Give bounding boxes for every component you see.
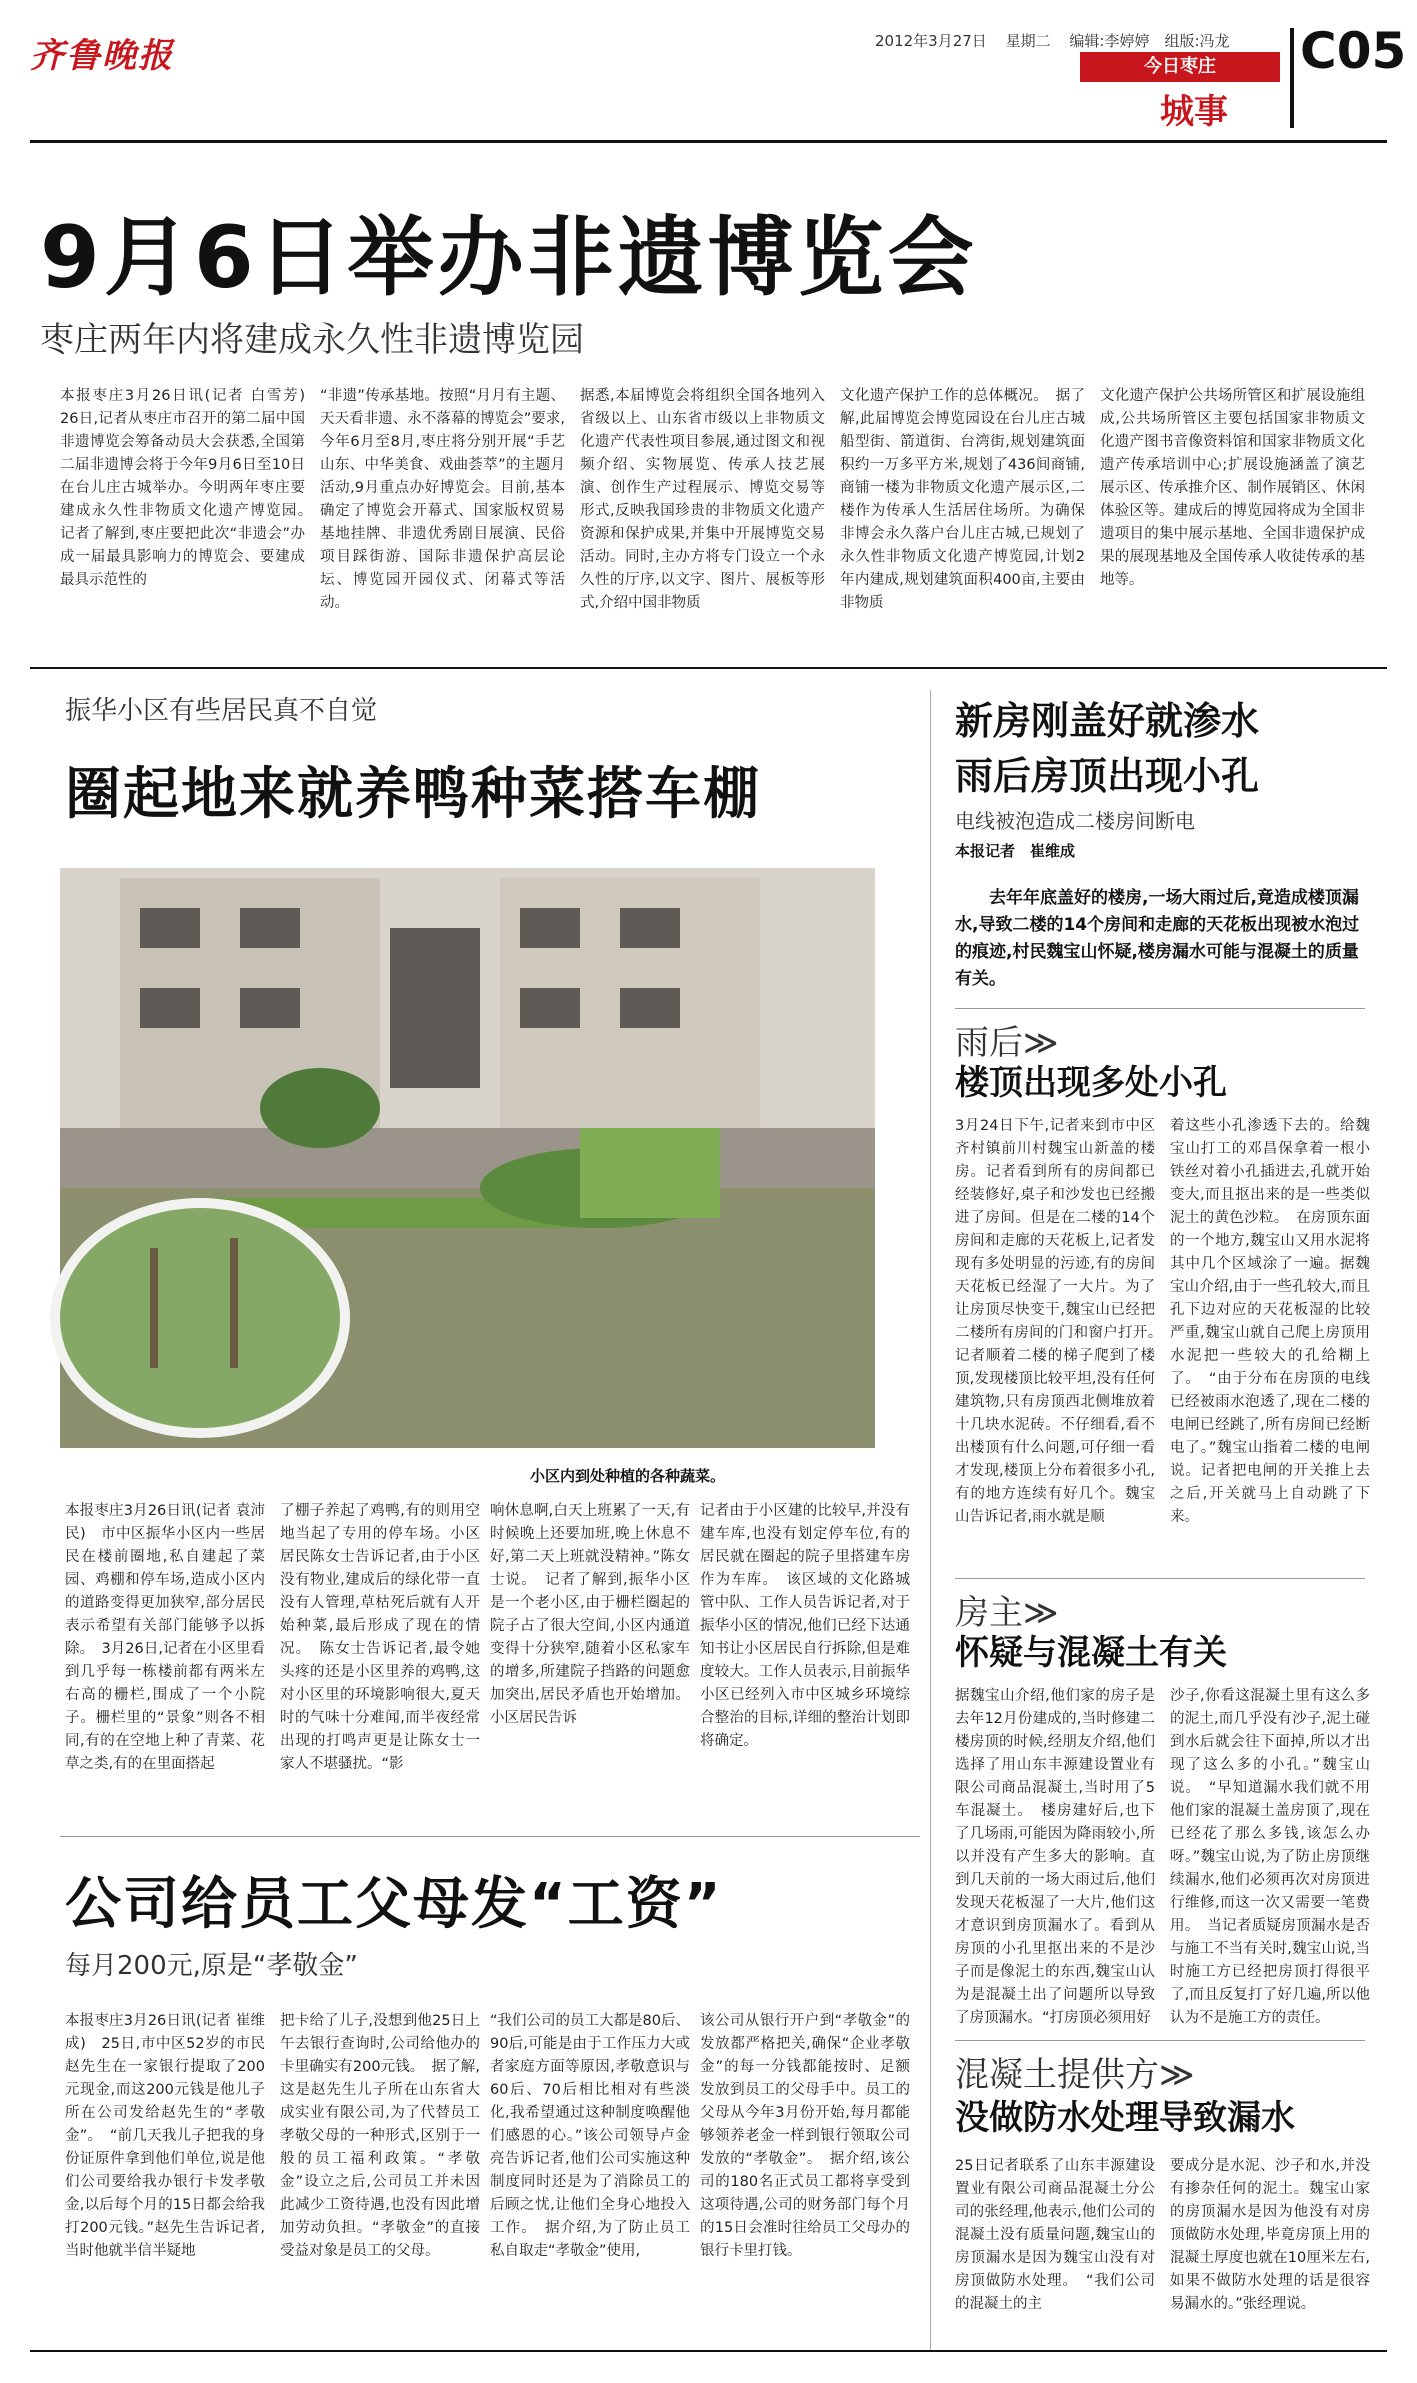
photo-illustration — [60, 868, 875, 1448]
lead-column-2: “非遗”传承基地。按照“月月有主题、天天看非遗、永不落幕的博览会”要求,今年6月至8月,枣庄将分别开展“手艺山东、中华美食、戏曲荟萃”的主题月活动,9月重点办好博览会。目前,基本确定了博览会开幕式、国家版权贸易基地挂牌、非遗优秀剧目展演、民俗项目踩街游、国际非遗保护高层论坛、博览园开园仪式、闭幕式等活动。 — [320, 388, 565, 611]
roof-section-2-title: 怀疑与混凝土有关 — [955, 1633, 1227, 1673]
section-title: 城事 — [1160, 92, 1228, 132]
roof-section-3-column-1: 25日记者联系了山东丰源建设置业有限公司商品混凝土分公司的张经理,他表示,他们公司的混凝土没有质量问题,魏宝山的房顶漏水是因为魏宝山没有对房顶做防水处理。 “我们公司的混凝土的主 — [955, 2158, 1155, 2312]
roof-headline-line2: 雨后房顶出现小孔 — [955, 754, 1260, 798]
roof-section-3-kicker: 混凝土提供方≫ — [955, 2055, 1195, 2095]
lead-headline: 9月6日举办非遗博览会 — [40, 208, 978, 308]
header-divider — [1290, 28, 1294, 128]
news-photo — [60, 868, 875, 1448]
editor-credit: 编辑:李婷婷 组版:冯龙 — [1069, 32, 1230, 50]
roof-section-2-column-1: 据魏宝山介绍,他们家的房子是去年12月份建成的,当时修建二楼房顶的时候,经朋友介绍,他们选择了用山东丰源建设置业有限公司商品混凝土,当时用了5车混凝土。 楼房建好后,也下了几场雨,可能因为降雨较小,所以并没有产生多大的影响。直到几天前的一场大雨过后,他们发现天花板湿了一大片,他们这才意识到房顶漏水了。看到从房顶的小孔里抠出来的不是沙子而是像泥土的东西,魏宝山认为是混凝土出了问题所以导致了房顶漏水。“打房顶必须用好 — [955, 1688, 1155, 2026]
footer-rule — [30, 2350, 1387, 2352]
wage-subhead: 每月200元,原是“孝敬金” — [65, 1951, 358, 1981]
roof-section-2-kicker: 房主≫ — [955, 1593, 1059, 1633]
wage-column-1: 本报枣庄3月26日讯(记者 崔维成) 25日,市中区52岁的市民赵先生在一家银行提取了200元现金,而这200元钱是他儿子所在公司发给赵先生的“孝敬金”。 “前几天我儿子把我的身份证原件拿到他们单位,说是他们公司要给我办银行卡发孝敬金,以后每个月的15日都会给我打200元钱。”赵先生告诉记者,当时他就半信半疑地 — [65, 2013, 265, 2259]
wage-column-3: “我们公司的员工大都是80后、90后,可能是由于工作压力大或者家庭方面等原因,孝敬意识与60后、70后相比相对有些淡化,我希望通过这种制度唤醒他们感恩的心。”该公司领导卢金亮告诉记者,他们公司实施这种制度同时还是为了消除员工的后顾之忧,让他们全身心地投入工作。 据介绍,为了防止员工私自取走“孝敬金”使用, — [490, 2013, 690, 2259]
column-separator — [930, 690, 931, 2350]
lead-column-4: 文化遗产保护工作的总体概况。 据了解,此届博览会博览园设在台儿庄古城船型街、箭道街、台湾街,规划建筑面积约一万多平方米,规划了436间商铺,商铺一楼为非物质文化遗产展示区,二楼作为传承人生活居住场所。为确保非博会永久落户台儿庄古城,已规划了永久性非物质文化遗产博览园,计划2年内建成,规划建筑面积400亩,主要由非物质 — [840, 388, 1085, 611]
roof-divider-2 — [955, 1578, 1365, 1579]
roof-divider-1 — [955, 1008, 1365, 1009]
duck-headline: 圈起地来就养鸭种菜搭车棚 — [65, 762, 761, 827]
roof-lead: 去年年底盖好的楼房,一场大雨过后,竟造成楼顶漏水,导致二楼的14个房间和走廊的天花板出现被水泡过的痕迹,村民魏宝山怀疑,楼房漏水可能与混凝土的质量有关。 — [955, 888, 1360, 989]
issue-weekday: 星期二 — [1005, 32, 1051, 50]
issue-date: 2012年3月27日 — [875, 32, 987, 50]
roof-section-3-column-2: 要成分是水泥、沙子和水,并没有掺杂任何的泥土。魏宝山家的房顶漏水是因为他没有对房顶做防水处理,毕竟房顶上用的混凝土厚度也就在10厘米左右,如果不做防水处理的话是很容易漏水的。”张经理说。 — [1170, 2158, 1370, 2312]
wage-headline: 公司给员工父母发“工资” — [65, 1872, 723, 1937]
roof-byline: 本报记者 崔维成 — [955, 842, 1076, 860]
masthead-logo: 齐鲁晚报 — [30, 36, 174, 76]
roof-section-1-column-1: 3月24日下午,记者来到市中区齐村镇前川村魏宝山新盖的楼房。记者看到所有的房间都已经装修好,桌子和沙发也已经搬进了房间。但是在二楼的14个房间和走廊的天花板上,记者发现有多处明显的污迹,有的房间天花板已经湿了一大片。为了让房顶尽快变干,魏宝山已经把二楼所有房间的门和窗户打开。 记者顺着二楼的梯子爬到了楼顶,发现楼顶比较平坦,没有任何建筑物,只有房顶西北侧堆放着十几块水泥砖。不仔细看,看不出楼顶有什么问题,可仔细一看才发现,楼顶上分布着很多小孔,有的地方连续有好几个。魏宝山告诉记者,雨水就是顺 — [955, 1118, 1170, 1525]
wage-column-2: 把卡给了儿子,没想到他25日上午去银行查询时,公司给他办的卡里确实有200元钱。 据了解,这是赵先生儿子所在山东省大成实业有限公司,为了代替员工孝敬父母的一种形式,区别于一般的员工福利政策。“孝敬金”设立之后,公司员工并未因此减少工资待遇,也没有因此增加劳动负担。“孝敬金”的直接受益对象是员工的父母。 — [280, 2013, 480, 2259]
wage-column-4: 该公司从银行开户到“孝敬金”的发放都严格把关,确保“企业孝敬金”的每一分钱都能按时、足额发放到员工的父母手中。员工的父母从今年3月份开始,每月都能够领养老金一样到银行领取公司发放的“孝敬金”。 据介绍,该公司的180名正式员工都将享受到这项待遇,公司的财务部门每个月的15日会准时往给员工父母办的银行卡里打钱。 — [700, 2013, 910, 2259]
roof-headline-line1: 新房刚盖好就渗水 — [955, 699, 1260, 743]
roof-section-2-column-2: 沙子,你看这混凝土里有这么多的泥土,而几乎没有沙子,泥土碰到水后就会往下面掉,所以才出现了这么多的小孔。”魏宝山说。 “早知道漏水我们就不用他们家的混凝土盖房顶了,现在已经花了那么多钱,该怎么办呀。”魏宝山说,为了防止房顶继续漏水,他们必须再次对房顶进行维修,而这一次又需要一笔费用。 当记者质疑房顶漏水是否与施工不当有关时,魏宝山说,当时施工方已经把房顶打得很平了,而且反复打了好几遍,所以他认为不是施工方的责任。 — [1170, 1688, 1370, 2026]
roof-section-1-column-2: 着这些小孔渗透下去的。给魏宝山打工的邓昌保拿着一根小铁丝对着小孔插进去,孔就开始变大,而且抠出来的是一些类似泥土的黄色沙粒。 在房顶东面的一个地方,魏宝山又用水泥将其中几个区域涂了一遍。据魏宝山介绍,由于一些孔较大,而且孔下边对应的天花板湿的比较严重,魏宝山就自己爬上房顶用水泥把一些较大的孔给糊上了。 “由于分布在房顶的电线已经被雨水泡透了,现在二楼的电闸已经跳了,所有房间已经断电了。”魏宝山指着二楼的电闸说。记者把电闸的开关推上去之后,开关就马上自动跳了下来。 — [1170, 1118, 1370, 1525]
duck-column-3: 响休息啊,白天上班累了一天,有时候晚上还要加班,晚上休息不好,第二天上班就没精神。”陈女士说。 记者了解到,振华小区是一个老小区,由于栅栏圈起的院子占了很大空间,小区内通道变得十分狭窄,随着小区私家车的增多,所建院子挡路的问题愈加突出,居民矛盾也开始增加。小区居民告诉 — [490, 1503, 690, 1726]
roof-section-1-kicker: 雨后≫ — [955, 1023, 1059, 1063]
section-tag: 今日枣庄 — [1080, 52, 1280, 82]
header-rule — [30, 140, 1387, 143]
page-number: C05 — [1300, 22, 1407, 80]
photo-caption: 小区内到处种植的各种蔬菜。 — [530, 1467, 726, 1485]
section-rule — [30, 667, 1387, 669]
dateline — [875, 30, 1244, 51]
lead-subhead: 枣庄两年内将建成永久性非遗博览园 — [40, 320, 584, 360]
roof-section-1-title: 楼顶出现多处小孔 — [955, 1063, 1227, 1103]
lead-column-3: 据悉,本届博览会将组织全国各地列入省级以上、山东省市级以上非物质文化遗产代表性项目参展,通过图文和视频介绍、实物展览、传承人技艺展演、创作生产过程展示、博览交易等形式,反映我国珍贵的非物质文化遗产资源和保护成果,并集中开展博览交易活动。同时,主办方将专门设立一个永久性的厅序,以文字、图片、展板等形式,介绍中国非物质 — [580, 388, 825, 611]
duck-column-1: 本报枣庄3月26日讯(记者 袁沛民) 市中区振华小区内一些居民在楼前圈地,私自建起了菜园、鸡棚和停车场,造成小区内的道路变得更加狭窄,部分居民表示希望有关部门能够予以拆除。 3月26日,记者在小区里看到几乎每一栋楼前都有两米左右高的栅栏,围成了一个小院子。栅栏里的“景象”则各不相同,有的在空地上种了青菜、花草之类,有的在里面搭起 — [65, 1503, 265, 1772]
roof-subhead: 电线被泡造成二楼房间断电 — [955, 809, 1195, 833]
story-divider — [60, 1836, 920, 1837]
lead-column-5: 文化遗产保护公共场所管区和扩展设施组成,公共场所管区主要包括国家非物质文化遗产图书音像资料馆和国家非物质文化遗产传承培训中心;扩展设施涵盖了演艺展示区、传承推介区、制作展销区、休闲体验区等。建成后的博览园将成为全国非遗项目的集中展示基地、全国非遗保护成果的展现基地及全国传承人收徒传承的基地等。 — [1100, 388, 1365, 588]
roof-section-3-title: 没做防水处理导致漏水 — [955, 2098, 1295, 2138]
roof-divider-3 — [955, 2040, 1365, 2041]
lead-column-1: 本报枣庄3月26日讯(记者 白雪芳) 26日,记者从枣庄市召开的第二届中国非遗博览会筹备动员大会获悉,全国第二届非遗博会将于今年9月6日至10日在台儿庄古城举办。今明两年枣庄要建成永久性非物质文化遗产博览园。 记者了解到,枣庄要把此次“非遗会”办成一届最具影响力的博览会、要建成最具示范性的 — [60, 388, 320, 588]
duck-kicker: 振华小区有些居民真不自觉 — [65, 696, 378, 726]
duck-column-2: 了棚子养起了鸡鸭,有的则用空地当起了专用的停车场。小区居民陈女士告诉记者,由于小区没有物业,建成后的绿化带一直没有人管理,草枯死后就有人开始种菜,最后形成了现在的情况。 陈女士告诉记者,最令她头疼的还是小区里养的鸡鸭,这对小区里的环境影响很大,夏天时的气味十分难闻,而半夜经常出现的打鸣声更是让陈女士一家人不堪骚扰。“影 — [280, 1503, 480, 1772]
duck-column-4: 记者由于小区建的比较早,并没有建车库,也没有划定停车位,有的居民就在圈起的院子里搭建车房作为车库。 该区域的文化路城管中队、工作人员告诉记者,对于振华小区的情况,他们已经下达通知书让小区居民自行拆除,但是难度较大。工作人员表示,目前振华小区已经列入市中区城乡环境综合整治的目标,详细的整治计划即将确定。 — [700, 1503, 910, 1749]
